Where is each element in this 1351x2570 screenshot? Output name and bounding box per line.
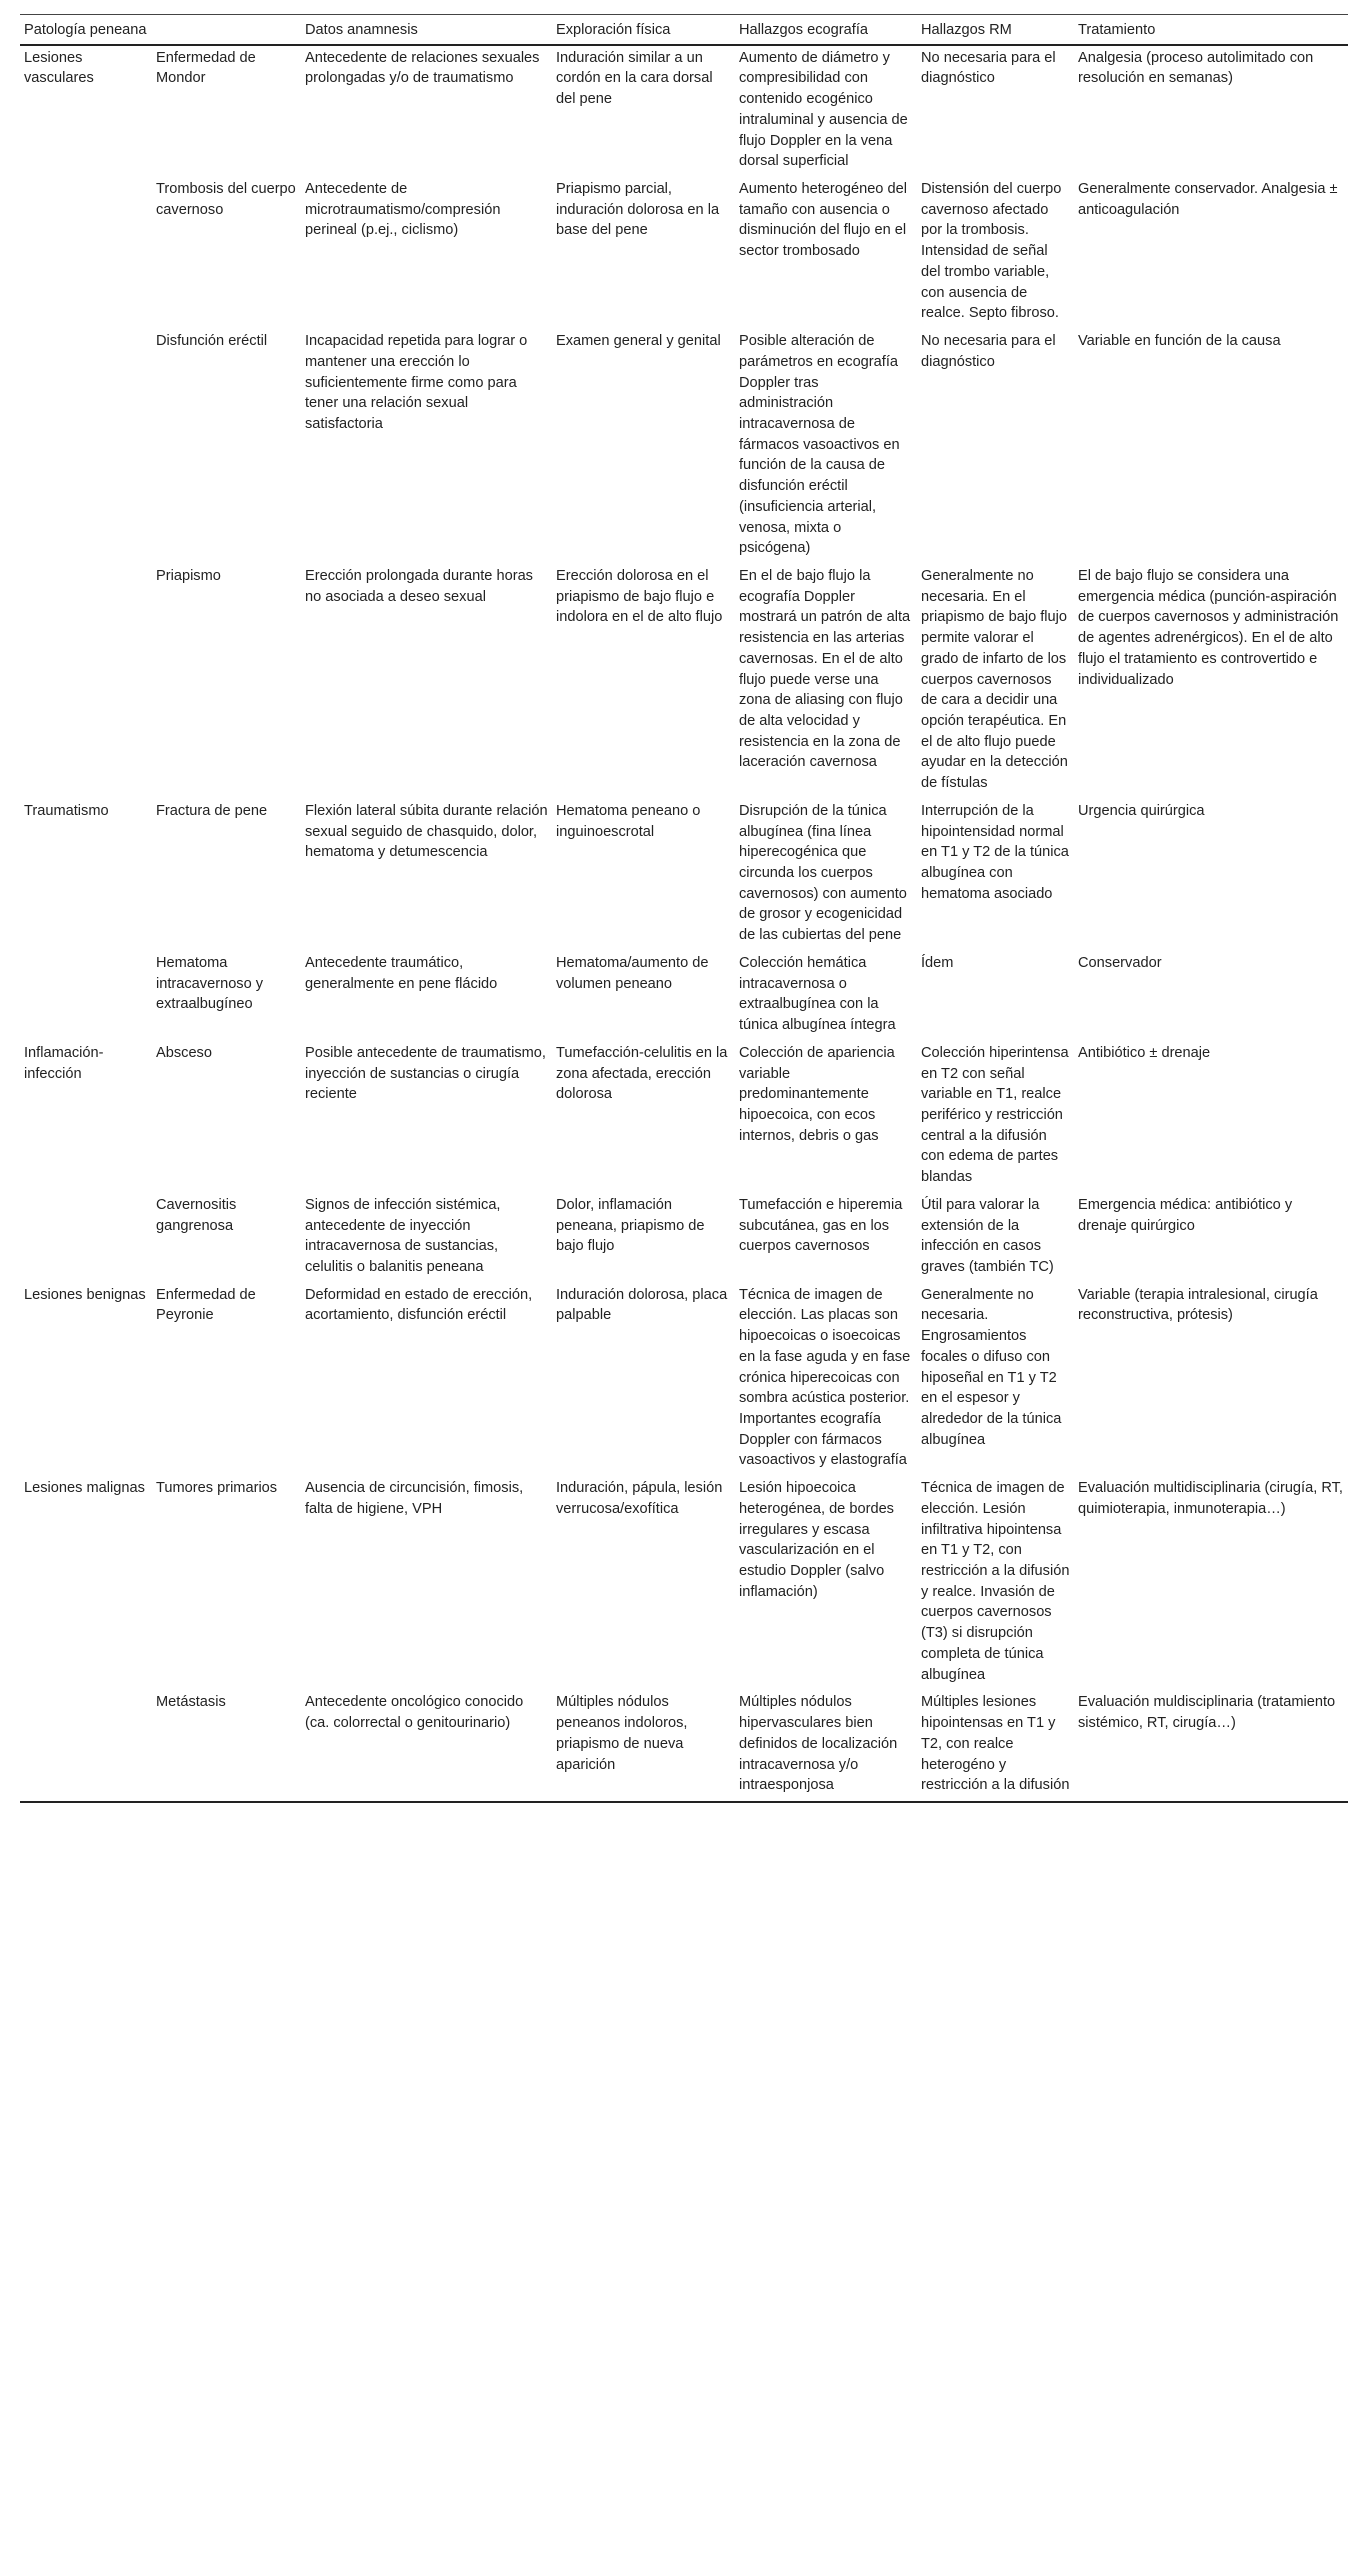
cell-ecografia: Múltiples nódulos hipervasculares bien definidos de localización intracavernosa y/o intraesponjosa xyxy=(739,1694,898,1794)
cell-exploracion: Induración, pápula, lesión verrucosa/exofítica xyxy=(556,1480,723,1517)
cell-anamnesis: Ausencia de circuncisión, fimosis, falta de higiene, VPH xyxy=(305,1480,524,1517)
cell-exploracion: Hematoma/aumento de volumen peneano xyxy=(556,954,709,992)
penile-pathology-table xyxy=(20,14,1348,1803)
cell-tratamiento: Evaluación muldisciplinaria (tratamiento sistémico, RT, cirugía…) xyxy=(1078,1694,1336,1732)
header-tratamiento: Tratamiento xyxy=(1078,22,1156,38)
cell-anamnesis: Antecedente de relaciones sexuales prolongadas y/o de traumatismo xyxy=(305,49,540,87)
cell-ecografia: Colección de apariencia variable predominantemente hipoecoica, con ecos internos, debris o gas xyxy=(739,1044,895,1144)
cell-ecografia: Tumefacción e hiperemia subcutánea, gas en los cuerpos cavernosos xyxy=(739,1196,903,1255)
cell-tratamiento: Variable en función de la causa xyxy=(1078,333,1281,350)
cell-anamnesis: Antecedente oncológico conocido (ca. colorrectal o genitourinario) xyxy=(305,1694,524,1732)
cell-group xyxy=(20,1690,152,1802)
table-row xyxy=(20,799,1348,951)
cell-exploracion: Tumefacción-celulitis en la zona afectada, erección dolorosa xyxy=(556,1044,728,1103)
cell-ecografia: Aumento heterogéneo del tamaño con ausencia o disminución del flujo en el sector trombosado xyxy=(739,181,907,260)
header-ecografia: Hallazgos ecografía xyxy=(739,22,868,38)
table-row xyxy=(20,329,1348,564)
cell-group: Lesiones vasculares xyxy=(24,49,94,87)
cell-rm: Útil para valorar la extensión de la infección en casos graves (también TC) xyxy=(921,1196,1054,1275)
table-row xyxy=(20,1690,1348,1802)
table-row xyxy=(20,951,1348,1041)
cell-anamnesis: Incapacidad repetida para lograr o mantener una erección lo suficientemente firme como para tener una relación sexual satisfactoria xyxy=(305,333,528,432)
cell-tratamiento: Urgencia quirúrgica xyxy=(1078,802,1205,819)
cell-tratamiento: Variable (terapia intralesional, cirugía reconstructiva, prótesis) xyxy=(1078,1286,1318,1324)
table-row xyxy=(20,177,1348,329)
cell-exploracion: Induración dolorosa, placa palpable xyxy=(556,1286,728,1324)
cell-condition: Absceso xyxy=(156,1044,212,1061)
cell-exploracion: Erección dolorosa en el priapismo de bajo flujo e indolora en el de alto flujo xyxy=(556,567,723,626)
cell-rm: Colección hiperintensa en T2 con señal variable en T1, realce periférico y restricción central a la difusión con edema de partes blandas xyxy=(921,1044,1069,1186)
cell-anamnesis: Deformidad en estado de erección, acortamiento, disfunción eréctil xyxy=(305,1286,533,1324)
cell-tratamiento: El de bajo flujo se considera una emergencia médica (punción-aspiración de cuerpos cavernosos y administración de agentes adrenérgicos). En el de alto flujo el tratamiento es controvertido e individualizado xyxy=(1078,567,1339,688)
cell-group xyxy=(20,329,152,564)
cell-rm: Ídem xyxy=(921,954,954,971)
cell-condition: Enfermedad de Mondor xyxy=(156,49,256,87)
table-row xyxy=(20,1041,1348,1193)
cell-rm: No necesaria para el diagnóstico xyxy=(921,333,1056,370)
cell-rm: Distensión del cuerpo cavernoso afectado por la trombosis. Intensidad de señal del trombo variable, con ausencia de realce. Septo fibroso. xyxy=(921,181,1062,322)
table-row xyxy=(20,564,1348,799)
cell-ecografia: En el de bajo flujo la ecografía Doppler mostrará un patrón de alta resistencia en las arterias cavernosas. En el de alto flujo puede verse una zona de aliasing con flujo de alta velocidad y resistencia en la zona de laceración cavernosa xyxy=(739,567,911,771)
cell-anamnesis: Antecedente de microtraumatismo/compresión perineal (p.ej., ciclismo) xyxy=(305,181,501,239)
cell-exploracion: Examen general y genital xyxy=(556,333,721,350)
cell-ecografia: Aumento de diámetro y compresibilidad con contenido ecogénico intraluminal y ausencia de flujo Doppler en la vena dorsal superficial xyxy=(739,49,908,170)
cell-exploracion: Dolor, inflamación peneana, priapismo de bajo flujo xyxy=(556,1196,705,1255)
cell-group: Traumatismo xyxy=(24,802,109,819)
cell-rm: Generalmente no necesaria. En el priapismo de bajo flujo permite valorar el grado de infarto de los cuerpos cavernosos de cara a decidir una opción terapéutica. En el de alto flujo puede ayudar en la detección de fístulas xyxy=(921,567,1068,792)
cell-exploracion: Priapismo parcial, induración dolorosa en la base del pene xyxy=(556,181,720,239)
table-row xyxy=(20,1476,1348,1690)
cell-anamnesis: Erección prolongada durante horas no asociada a deseo sexual xyxy=(305,567,533,605)
cell-condition: Tumores primarios xyxy=(156,1480,278,1497)
cell-ecografia: Técnica de imagen de elección. Las placas son hipoecoicas o isoecoicas en la fase aguda y en fase crónica hiperecoicas con sombra acústica posterior. Importantes ecografía Doppler con fármacos vasoactivos y elastografía xyxy=(739,1286,911,1469)
header-rm: Hallazgos RM xyxy=(921,22,1012,38)
cell-ecografia: Posible alteración de parámetros en ecografía Doppler tras administración intracavernosa de fármacos vasoactivos en función de la causa de disfunción eréctil (insuficiencia arterial, venosa, mixta o psicógena) xyxy=(739,333,900,557)
cell-tratamiento: Evaluación multidisciplinaria (cirugía, RT, quimioterapia, inmunoterapia…) xyxy=(1078,1480,1343,1517)
cell-exploracion: Hematoma peneano o inguinoescrotal xyxy=(556,802,701,840)
cell-condition: Disfunción eréctil xyxy=(156,333,268,350)
cell-condition: Enfermedad de Peyronie xyxy=(156,1286,256,1324)
table-header xyxy=(20,15,1348,45)
cell-group: Inflamación-infección xyxy=(24,1044,104,1082)
cell-group xyxy=(20,1193,152,1283)
cell-condition: Metástasis xyxy=(156,1694,226,1711)
cell-ecografia: Lesión hipoecoica heterogénea, de bordes irregulares y escasa vascularización en el estudio Doppler (salvo inflamación) xyxy=(739,1480,894,1600)
cell-anamnesis: Signos de infección sistémica, antecedente de inyección intracavernosa de sustancias, celulitis o balanitis peneana xyxy=(305,1196,501,1275)
cell-group xyxy=(20,564,152,799)
cell-rm: Técnica de imagen de elección. Lesión infiltrativa hipointensa en T1 y T2, con restricción a la difusión y realce. Invasión de cuerpos cavernosos (T3) si disrupción completa de túnica albugínea xyxy=(921,1480,1070,1683)
header-exploracion: Exploración física xyxy=(556,22,671,38)
cell-group xyxy=(20,951,152,1041)
cell-group xyxy=(20,177,152,329)
cell-anamnesis: Antecedente traumático, generalmente en pene flácido xyxy=(305,954,498,992)
cell-tratamiento: Generalmente conservador. Analgesia ± anticoagulación xyxy=(1078,181,1338,218)
table-body xyxy=(20,45,1348,1802)
cell-condition: Trombosis del cuerpo cavernoso xyxy=(156,181,296,218)
table-row xyxy=(20,1283,1348,1476)
cell-exploracion: Múltiples nódulos peneanos indoloros, priapismo de nueva aparición xyxy=(556,1694,688,1773)
cell-rm: Múltiples lesiones hipointensas en T1 y T2, con realce heterogéno y restricción a la difusión xyxy=(921,1694,1070,1794)
header-anamnesis: Datos anamnesis xyxy=(305,22,418,38)
cell-ecografia: Colección hemática intracavernosa o extraalbugínea con la túnica albugínea íntegra xyxy=(739,954,896,1034)
header-condition xyxy=(152,15,301,45)
cell-ecografia: Disrupción de la túnica albugínea (fina línea hiperecogénica que circunda los cuerpos cavernosos) con aumento de grosor y ecogenicidad de las cubiertas del pene xyxy=(739,802,907,944)
cell-condition: Cavernositis gangrenosa xyxy=(156,1196,237,1234)
table-row xyxy=(20,45,1348,177)
table-row xyxy=(20,1193,1348,1283)
cell-anamnesis: Posible antecedente de traumatismo, inyección de sustancias o cirugía reciente xyxy=(305,1044,546,1103)
cell-anamnesis: Flexión lateral súbita durante relación sexual seguido de chasquido, dolor, hematoma y detumescencia xyxy=(305,802,548,861)
cell-condition: Hematoma intracavernoso y extraalbugíneo xyxy=(156,954,264,1013)
cell-condition: Fractura de pene xyxy=(156,802,268,819)
cell-rm: Interrupción de la hipointensidad normal en T1 y T2 de la túnica albugínea con hematoma asociado xyxy=(921,802,1069,902)
cell-tratamiento: Emergencia médica: antibiótico y drenaje quirúrgico xyxy=(1078,1196,1293,1234)
cell-rm: Generalmente no necesaria. Engrosamientos focales o difuso con hiposeñal en T1 y T2 en el espesor y alrededor de la túnica albugínea xyxy=(921,1286,1062,1448)
cell-rm: No necesaria para el diagnóstico xyxy=(921,49,1056,87)
cell-group: Lesiones benignas xyxy=(24,1286,146,1303)
header-row xyxy=(20,15,1348,45)
cell-group: Lesiones malignas xyxy=(24,1480,145,1497)
cell-tratamiento: Conservador xyxy=(1078,954,1162,971)
cell-tratamiento: Antibiótico ± drenaje xyxy=(1078,1044,1211,1061)
cell-condition: Priapismo xyxy=(156,567,221,584)
cell-exploracion: Induración similar a un cordón en la cara dorsal del pene xyxy=(556,49,713,108)
header-patologia: Patología peneana xyxy=(24,22,147,38)
cell-tratamiento: Analgesia (proceso autolimitado con resolución en semanas) xyxy=(1078,49,1314,87)
